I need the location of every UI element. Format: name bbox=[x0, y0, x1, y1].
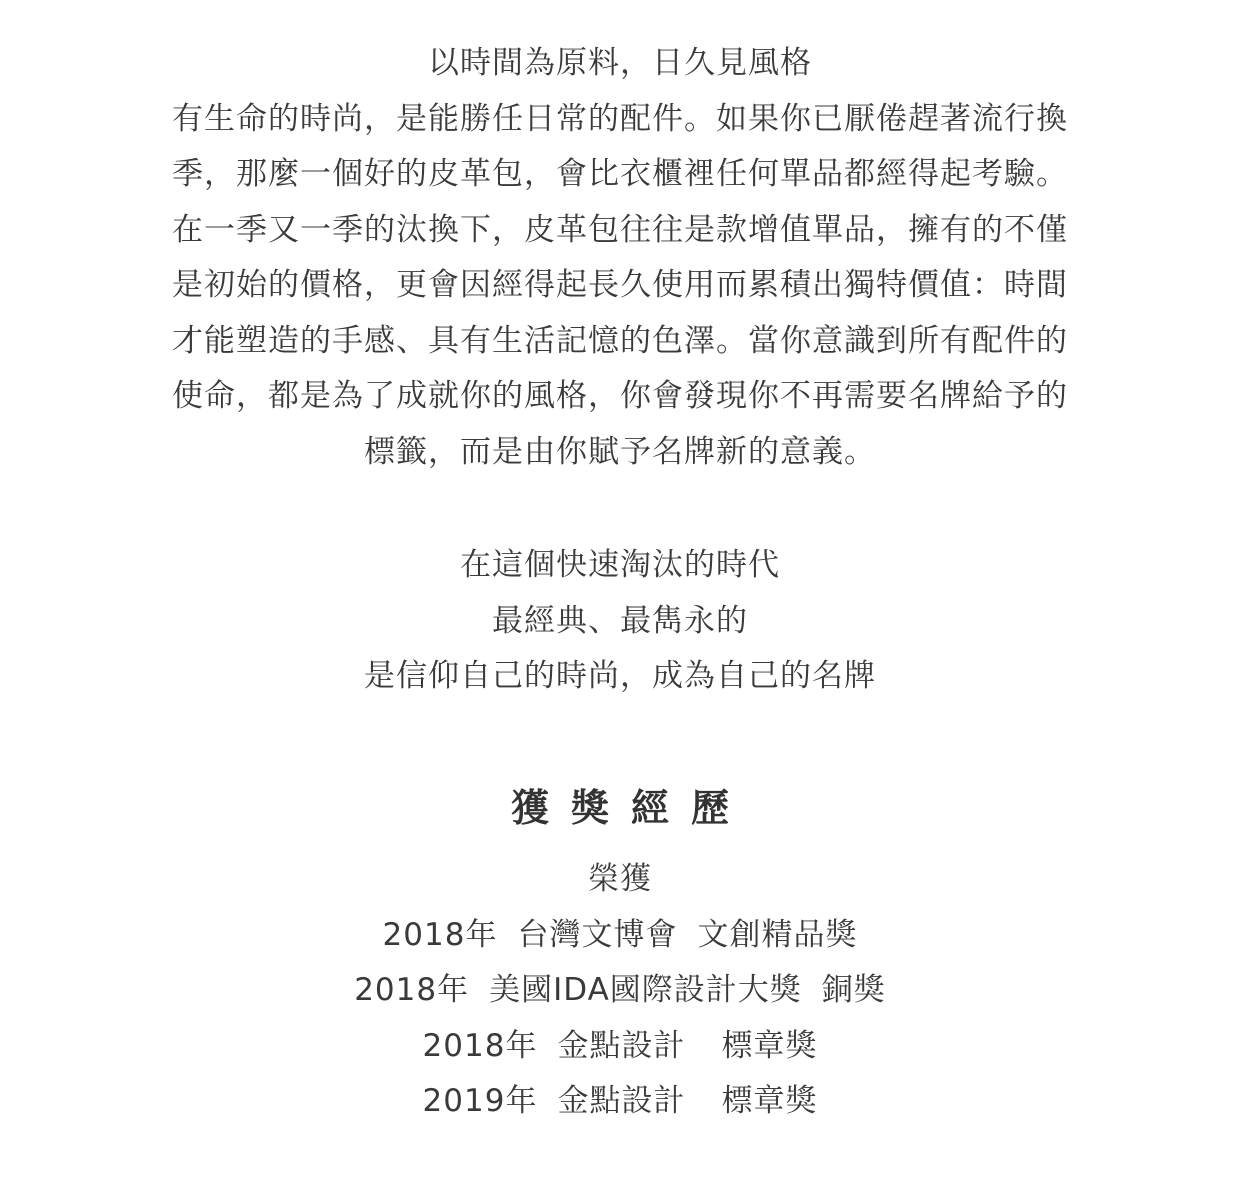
award-event: 美國IDA國際設計大獎 bbox=[489, 972, 802, 1008]
award-year: 2019年 bbox=[422, 1083, 538, 1119]
award-year: 2018年 bbox=[422, 1027, 538, 1064]
award-item bbox=[0, 963, 1240, 1019]
award-prize: 文創精品獎 bbox=[697, 916, 858, 953]
intro-paragraph-line: 有生命的時尚，是能勝任日常的配件。如果你已厭倦趕著流行換 bbox=[172, 100, 1068, 137]
awards-heading: 獲獎經歷 bbox=[510, 786, 751, 830]
slogan-line: 是信仰自己的時尚，成為自己的名牌 bbox=[364, 658, 876, 694]
intro-paragraph-line: 標籤，而是由你賦予名牌新的意義。 bbox=[364, 433, 876, 470]
award-item bbox=[0, 1019, 1240, 1075]
intro-paragraph-line: 使命，都是為了成就你的風格，你會發現你不再需要名牌給予的 bbox=[172, 378, 1068, 414]
intro-paragraph-line: 在一季又一季的汰換下，皮革包往往是款增值單品，擁有的不僅 bbox=[172, 211, 1068, 248]
award-year: 2018年 bbox=[382, 916, 498, 953]
award-item bbox=[0, 1074, 1240, 1130]
award-prize: 標章獎 bbox=[721, 1083, 818, 1119]
award-event: 金點設計 bbox=[557, 1083, 686, 1119]
award-event: 台灣文博會 bbox=[517, 916, 678, 953]
award-year: 2018年 bbox=[354, 972, 470, 1008]
awards-list bbox=[0, 852, 1240, 1130]
award-prize: 銅獎 bbox=[821, 972, 886, 1008]
intro-paragraph-line: 季，那麼一個好的皮革包，會比衣櫃裡任何單品都經得起考驗。 bbox=[172, 156, 1068, 192]
award-prize: 標章獎 bbox=[721, 1027, 818, 1064]
awards-intro: 榮獲 bbox=[588, 861, 652, 897]
intro-paragraph-line: 是初始的價格，更會因經得起長久使用而累積出獨特價值：時間 bbox=[172, 267, 1068, 303]
intro-section bbox=[0, 36, 1240, 480]
slogan-line: 最經典、最雋永的 bbox=[492, 602, 748, 639]
award-event: 金點設計 bbox=[557, 1027, 686, 1064]
slogan-line: 在這個快速淘汰的時代 bbox=[460, 547, 780, 583]
intro-paragraph-line: 才能塑造的手感、具有生活記憶的色澤。當你意識到所有配件的 bbox=[172, 322, 1068, 359]
slogan-section bbox=[0, 538, 1240, 705]
intro-title: 以時間為原料，日久見風格 bbox=[428, 45, 812, 81]
award-item bbox=[0, 908, 1240, 964]
